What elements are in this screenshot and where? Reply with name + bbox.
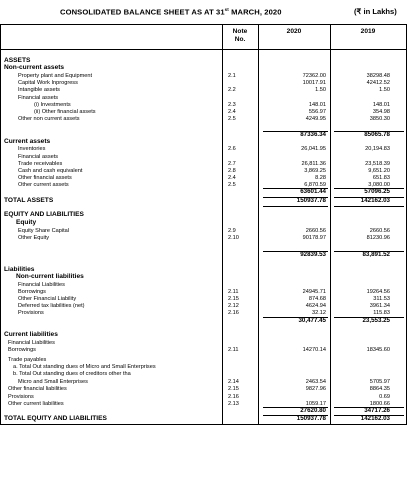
currency-unit: (₹ in Lakhs) (354, 7, 397, 16)
row-value-2020: 14270.14 (302, 347, 326, 353)
row-value-2020: 150937.78 (296, 415, 326, 422)
subtotal-rule (334, 424, 404, 425)
row-note-number: 2.3 (228, 102, 236, 108)
row-label: TOTAL ASSETS (4, 197, 54, 204)
row-note-number: 2.2 (228, 87, 236, 93)
row-label: a. Total Out standing dues of Micro and Small Enterprises (13, 364, 156, 370)
section-heading-row (0, 64, 407, 72)
row-value-2019: 42412.52 (366, 80, 390, 86)
row-note-number: 2.4 (228, 175, 236, 181)
col-header-note-line2: No. (234, 36, 246, 43)
subtotal-rule (263, 317, 328, 318)
row-value-2019: 23,553.25 (362, 317, 390, 324)
row-value-2020: 92839.53 (300, 251, 326, 258)
row-value-2019: 23,518.39 (365, 161, 390, 167)
row-note-number: 2.5 (228, 116, 236, 122)
row-label: Cash and cash equivalent (18, 168, 83, 174)
row-value-2019: 81230.96 (366, 235, 390, 241)
row-value-2020: 30,477.45 (298, 317, 326, 324)
row-note-number: 2.5 (228, 182, 236, 188)
row-label: Current assets (4, 138, 51, 145)
row-note-number: 2.12 (228, 303, 239, 309)
row-label: Financial assets (18, 154, 59, 160)
subtotal-rule (334, 131, 404, 132)
row-value-2019: 3850.30 (369, 116, 390, 122)
total-row (0, 415, 407, 423)
row-label: Current liabilities (4, 331, 58, 338)
subtotal-rule (263, 251, 328, 252)
row-value-2019: 18345.60 (366, 347, 390, 353)
title-superscript: st (224, 7, 229, 12)
header-bottom-border (0, 49, 407, 50)
row-value-2019: 57096.25 (364, 188, 390, 195)
sheet-title (60, 7, 282, 17)
row-label: EQUITY AND LIABILITIES (4, 211, 84, 218)
row-label: Deferred tax liabilities (net) (18, 303, 85, 309)
row-value-2019: 83,891.52 (362, 251, 390, 258)
subtotal-rule (334, 317, 404, 318)
row-label: Other Equity (18, 235, 50, 241)
row-value-2020: 4624.94 (305, 303, 326, 309)
row-value-2019: 0.69 (379, 394, 390, 400)
row-value-2019: 148.01 (372, 102, 390, 108)
row-label: Equity Share Capital (18, 228, 69, 234)
row-value-2019: 9,651.20 (368, 168, 390, 174)
col-header-note (222, 28, 258, 44)
row-value-2020: 874.68 (308, 296, 326, 302)
row-value-2020: 10017.91 (302, 80, 326, 86)
table-row (0, 385, 407, 393)
row-label: Capital Work Inprogress (18, 80, 78, 86)
subtotal-rule (334, 251, 404, 252)
row-value-2020: 8.28 (315, 175, 326, 181)
row-label: b. Total Out standing dues of creditors other tha (13, 371, 131, 377)
row-label: ASSETS (4, 57, 31, 64)
row-value-2019: 354.98 (372, 109, 390, 115)
title-prefix: CONSOLIDATED BALANCE SHEET AS AT 31 (60, 7, 225, 17)
table-row (0, 234, 407, 242)
row-value-2020: 6,870.59 (304, 182, 326, 188)
total-row (0, 251, 407, 259)
row-value-2020: 1.50 (315, 87, 326, 93)
row-note-number: 2.10 (228, 235, 239, 241)
row-label: Borrowings (8, 347, 36, 353)
row-label: Non-current liabilities (16, 273, 84, 280)
row-note-number: 2.4 (228, 109, 236, 115)
subtotal-rule (334, 188, 404, 189)
row-note-number: 2.11 (228, 289, 239, 295)
row-value-2020: 63601.44 (300, 188, 326, 195)
row-label: Trade receivables (18, 161, 63, 167)
row-value-2019: 3,080.00 (368, 182, 390, 188)
row-value-2019: 1800.66 (369, 401, 390, 407)
row-note-number: 2.9 (228, 228, 236, 234)
row-value-2020: 148.01 (308, 102, 326, 108)
row-value-2019: 38298.48 (366, 73, 390, 79)
row-value-2019: 20,194.83 (365, 146, 390, 152)
row-value-2019: 34717.26 (364, 407, 390, 414)
row-value-2019: 3961.34 (369, 303, 390, 309)
total-row (0, 197, 407, 205)
subtotal-rule (263, 131, 328, 132)
section-heading-row (0, 331, 407, 339)
total-row (0, 317, 407, 325)
row-value-2020: 72362.00 (302, 73, 326, 79)
row-value-2019: 85065.78 (364, 131, 390, 138)
row-label: Other current liabilities (8, 401, 64, 407)
row-note-number: 2.16 (228, 394, 239, 400)
subtotal-rule (334, 407, 404, 408)
row-label: Other non current assets (18, 116, 80, 122)
row-label: Borrowings (18, 289, 46, 295)
row-value-2020: 2660.56 (305, 228, 326, 234)
row-value-2020: 556.97 (308, 109, 326, 115)
row-label: Financial assets (18, 95, 59, 101)
row-note-number: 2.7 (228, 161, 236, 167)
col-header-2020: 2020 (286, 28, 302, 35)
row-value-2019: 142162.03 (360, 415, 390, 422)
row-value-2019: 19264.56 (366, 289, 390, 295)
subtotal-rule (263, 407, 328, 408)
row-value-2019: 311.53 (373, 296, 390, 302)
row-value-2019: 5705.97 (369, 379, 390, 385)
row-label: Inventories (18, 146, 46, 152)
section-heading-row (0, 219, 407, 227)
section-heading-row (0, 211, 407, 219)
subtotal-rule (334, 415, 404, 416)
row-value-2020: 150937.78 (296, 197, 326, 204)
row-value-2019: 1.50 (379, 87, 390, 93)
row-value-2020: 87336.34 (300, 131, 326, 138)
row-label: (i) Investments (34, 102, 71, 108)
row-value-2019: 8864.35 (369, 386, 390, 392)
col-header-2019: 2019 (360, 28, 376, 35)
row-label: Trade payables (8, 357, 47, 363)
row-value-2020: 4249.95 (305, 116, 326, 122)
subtotal-rule (263, 415, 328, 416)
row-label: Non-current assets (4, 64, 65, 71)
table-row (0, 86, 407, 94)
subtotal-rule (263, 197, 328, 198)
row-value-2019: 651.83 (372, 175, 390, 181)
subtotal-rule (334, 197, 404, 198)
row-label: Other Financial Liability (18, 296, 77, 302)
row-label: Property plant and Equipment (18, 73, 93, 79)
title-suffix: MARCH, 2020 (228, 7, 282, 17)
row-note-number: 2.8 (228, 168, 236, 174)
table-row (0, 115, 407, 123)
row-note-number: 2.11 (228, 347, 239, 353)
row-value-2020: 27620.80 (300, 407, 326, 414)
subtotal-rule (263, 188, 328, 189)
section-heading-row (0, 273, 407, 281)
row-note-number: 2.1 (228, 73, 236, 79)
subtotal-rule (334, 206, 404, 207)
row-label: Other financial assets (18, 175, 72, 181)
row-label: Financial Liabilities (18, 282, 65, 288)
row-value-2020: 1059.17 (305, 401, 326, 407)
row-note-number: 2.6 (228, 146, 236, 152)
row-label: Provisions (18, 310, 44, 316)
row-note-number: 2.15 (228, 296, 239, 302)
row-label: Liabilities (4, 266, 35, 273)
row-label: Provisions (8, 394, 34, 400)
row-label: TOTAL EQUITY AND LIABILITIES (4, 415, 107, 422)
row-value-2020: 2463.54 (305, 379, 326, 385)
row-label: Intangible assets (18, 87, 60, 93)
row-label: Micro and Small Enterprises (18, 379, 88, 385)
table-row (0, 370, 407, 378)
row-value-2020: 3,869.25 (304, 168, 326, 174)
row-label: (ii) Other financial assets (34, 109, 96, 115)
row-value-2019: 115.83 (373, 310, 390, 316)
row-note-number: 2.13 (228, 401, 239, 407)
subtotal-rule (263, 206, 328, 207)
row-label: Other financial liabilities (8, 386, 67, 392)
row-value-2020: 90178.97 (302, 235, 326, 241)
row-value-2019: 142162.03 (360, 197, 390, 204)
row-note-number: 2.14 (228, 379, 239, 385)
row-note-number: 2.16 (228, 310, 239, 316)
row-value-2020: 32.12 (312, 310, 326, 316)
subtotal-rule (263, 424, 328, 425)
table-row (0, 145, 407, 153)
row-label: Other current assets (18, 182, 69, 188)
table-row (0, 346, 407, 354)
row-label: Financial Liabilities (8, 340, 55, 346)
row-value-2020: 9827.96 (305, 386, 326, 392)
col-header-note-line1: Note (232, 28, 248, 35)
row-value-2020: 24945.71 (302, 289, 326, 295)
row-value-2020: 26,811.36 (301, 161, 326, 167)
table-top-border (0, 24, 407, 25)
total-row (0, 188, 407, 196)
row-value-2020: 26,041.95 (301, 146, 326, 152)
row-label: Equity (16, 219, 37, 226)
row-note-number: 2.15 (228, 386, 239, 392)
row-value-2019: 2660.56 (369, 228, 390, 234)
